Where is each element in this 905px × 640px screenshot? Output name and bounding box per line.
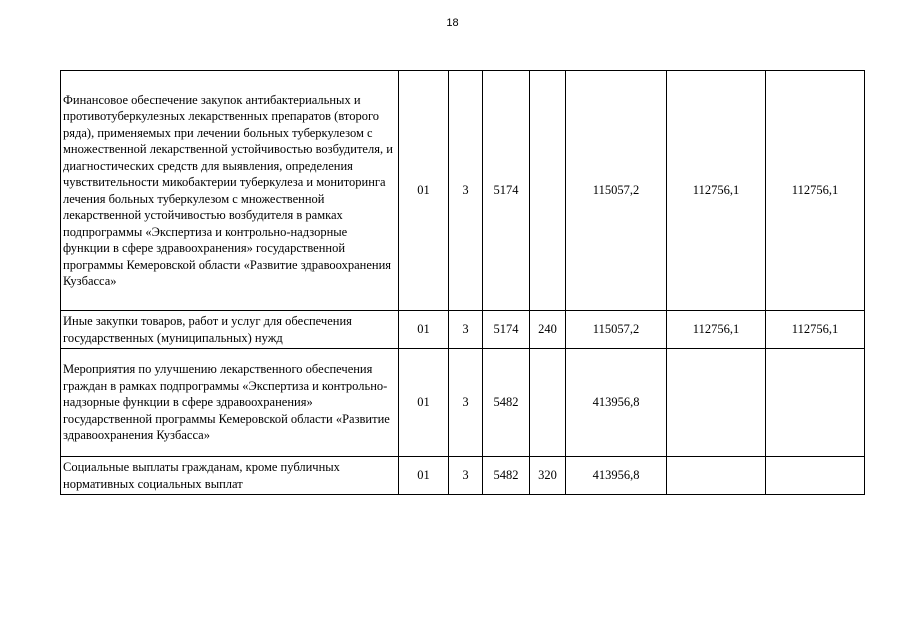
row-description: Мероприятия по улучшению лекарственного обеспечения граждан в рамках подпрограммы «Экспертиза и контрольно-надзорные функции в сфере здравоохранения» государственной программы Кемеровской области «Развитие здравоохранения Кузбасса»	[61, 349, 399, 457]
cell-amount-year-2: 112756,1	[667, 311, 766, 349]
cell-subsection: 3	[449, 349, 483, 457]
cell-amount-year-3: 112756,1	[766, 311, 865, 349]
cell-subsection: 3	[449, 457, 483, 495]
table-row	[61, 311, 865, 349]
cell-target-article: 5482	[483, 349, 530, 457]
table-row	[61, 349, 865, 457]
cell-section: 01	[399, 71, 449, 311]
cell-amount-year-1: 115057,2	[566, 311, 667, 349]
row-description: Социальные выплаты гражданам, кроме публичных нормативных социальных выплат	[61, 457, 399, 495]
cell-section: 01	[399, 311, 449, 349]
cell-amount-year-1: 115057,2	[566, 71, 667, 311]
cell-section: 01	[399, 349, 449, 457]
cell-section: 01	[399, 457, 449, 495]
cell-amount-year-1: 413956,8	[566, 457, 667, 495]
page-number: 18	[446, 17, 459, 29]
cell-target-article: 5482	[483, 457, 530, 495]
table-row	[61, 71, 865, 311]
cell-amount-year-3: 112756,1	[766, 71, 865, 311]
budget-table	[60, 70, 865, 495]
cell-amount-year-3	[766, 457, 865, 495]
cell-expense-type: 320	[530, 457, 566, 495]
cell-amount-year-3	[766, 349, 865, 457]
cell-amount-year-1: 413956,8	[566, 349, 667, 457]
cell-target-article: 5174	[483, 71, 530, 311]
cell-amount-year-2	[667, 457, 766, 495]
cell-target-article: 5174	[483, 311, 530, 349]
cell-amount-year-2: 112756,1	[667, 71, 766, 311]
cell-amount-year-2	[667, 349, 766, 457]
cell-expense-type	[530, 71, 566, 311]
table-row	[61, 457, 865, 495]
cell-expense-type	[530, 349, 566, 457]
row-description: Финансовое обеспечение закупок антибактериальных и противотуберкулезных лекарственных препаратов (второго ряда), применяемых при лечении больных туберкулезом с множественной лекарственной устойчивостью возбудителя, и диагностических средств для выявления, определения чувствительности микобактерии туберкулеза и мониторинга лечения больных туберкулезом с множественной лекарственной устойчивостью возбудителя в рамках подпрограммы «Экспертиза и контрольно-надзорные функции в сфере здравоохранения» государственной программы Кемеровской области «Развитие здравоохранения Кузбасса»	[61, 71, 399, 311]
row-description: Иные закупки товаров, работ и услуг для обеспечения государственных (муниципальных) нужд	[61, 311, 399, 349]
cell-expense-type: 240	[530, 311, 566, 349]
cell-subsection: 3	[449, 71, 483, 311]
cell-subsection: 3	[449, 311, 483, 349]
